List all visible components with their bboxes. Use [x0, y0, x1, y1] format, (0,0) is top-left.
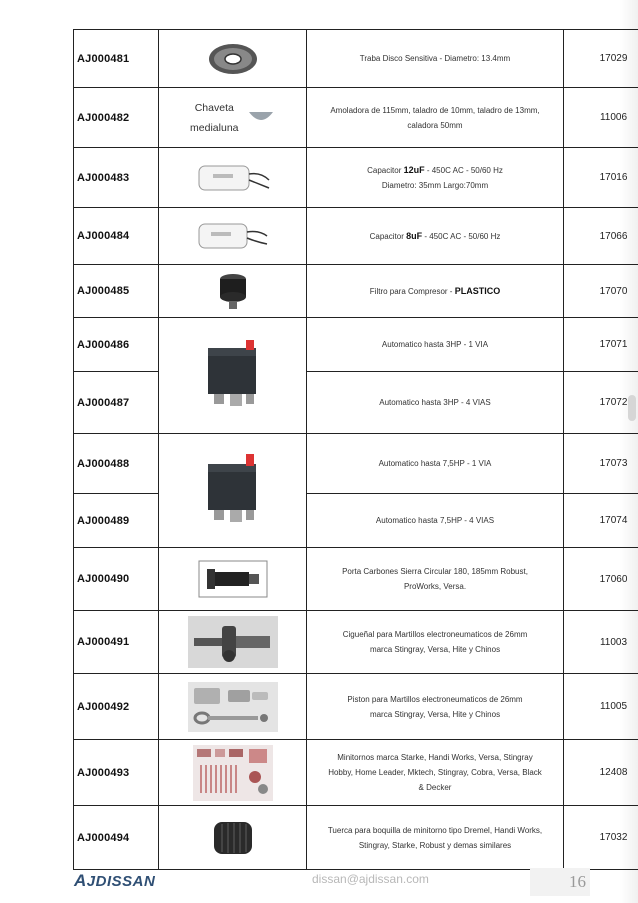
table-row [74, 674, 638, 740]
desc-text: - 450C AC - 50/60 Hz [424, 165, 503, 175]
product-code: AJ000484 [74, 208, 159, 265]
product-description [307, 548, 564, 611]
product-number: 17072 [564, 372, 638, 434]
page-number: 16 [569, 872, 586, 891]
desc-text: Capacitor [367, 165, 404, 175]
description-line: Tuerca para boquilla de minitorno tipo Dremel, Handi Works, [327, 825, 543, 835]
product-number: 11005 [564, 674, 638, 740]
description-line [311, 163, 559, 178]
product-code: AJ000491 [74, 611, 159, 674]
product-code: AJ000487 [74, 372, 159, 434]
table-row [74, 208, 638, 265]
capacitor-image [193, 218, 273, 254]
product-description [307, 208, 564, 265]
footer-email: dissan@ajdissan.com [312, 872, 429, 886]
description-line: Traba Disco Sensitiva - Diametro: 13.4mm [359, 54, 511, 63]
product-description [307, 318, 564, 372]
description-line: marca Stingray, Versa, Hite y Chinos [369, 709, 501, 719]
product-code: AJ000482 [74, 88, 159, 148]
product-image-cell [159, 674, 307, 740]
product-description [307, 148, 564, 208]
description-line: Porta Carbones Sierra Circular 180, 185mm Robust, [342, 567, 528, 576]
product-code: AJ000494 [74, 806, 159, 870]
product-number: 12408 [564, 740, 638, 806]
product-image-cell [159, 806, 307, 870]
product-image-cell [159, 208, 307, 265]
image-caption [190, 98, 238, 138]
product-table [73, 29, 638, 870]
product-number: 17029 [564, 30, 638, 88]
page-number-box [530, 868, 590, 896]
product-description [307, 265, 564, 318]
product-image-cell [159, 434, 307, 548]
product-code: AJ000485 [74, 265, 159, 318]
description-line: caladora 50mm [407, 120, 463, 130]
product-image-cell [159, 30, 307, 88]
product-code: AJ000488 [74, 434, 159, 494]
table-row [74, 806, 638, 870]
product-description [307, 88, 564, 148]
description-line: Stingray, Starke, Robust y demas similares [358, 840, 512, 850]
product-image-cell [159, 318, 307, 434]
filter-image [213, 269, 253, 313]
description-line: Amoladora de 115mm, taladro de 10mm, taladro de 13mm, [330, 105, 540, 115]
product-description [307, 740, 564, 806]
description-line: Piston para Martillos electroneumaticos de 26mm [347, 694, 523, 704]
table-row [74, 740, 638, 806]
description-line: Diametro: 35mm Largo:70mm [381, 180, 489, 190]
logo-initial: A [74, 871, 87, 890]
description-line: & Decker [418, 783, 452, 792]
half-moon-key-image [247, 106, 275, 130]
product-number: 17066 [564, 208, 638, 265]
product-description [307, 372, 564, 434]
table-row [74, 30, 638, 88]
crankshaft-image [188, 616, 278, 668]
product-number: 11003 [564, 611, 638, 674]
product-number: 17060 [564, 548, 638, 611]
desc-highlight: 8uF [406, 230, 423, 241]
product-image-cell [159, 611, 307, 674]
description-line: Automatico hasta 7,5HP - 4 VIAS [375, 516, 495, 525]
product-number: 17071 [564, 318, 638, 372]
desc-text: Capacitor [369, 231, 407, 241]
caption-line: Chaveta [194, 101, 234, 114]
table-row [74, 434, 638, 494]
product-code: AJ000481 [74, 30, 159, 88]
product-code: AJ000483 [74, 148, 159, 208]
description-line: Cigueñal para Martillos electroneumaticos de 26mm [342, 630, 528, 639]
product-code: AJ000492 [74, 674, 159, 740]
product-number: 17032 [564, 806, 638, 870]
product-code: AJ000489 [74, 494, 159, 548]
table-row [74, 148, 638, 208]
description-line: marca Stingray, Versa, Hite y Chinos [369, 645, 501, 654]
table-row [74, 265, 638, 318]
product-image-cell [159, 740, 307, 806]
description-line [311, 284, 559, 299]
piston-image [188, 682, 278, 732]
product-description [307, 674, 564, 740]
description-line [311, 229, 559, 244]
product-number: 17016 [564, 148, 638, 208]
table-row [74, 548, 638, 611]
product-description [307, 611, 564, 674]
product-image-cell [159, 548, 307, 611]
brush-holder-image [197, 559, 269, 599]
table-row [74, 88, 638, 148]
description-line: Automatico hasta 3HP - 4 VIAS [379, 398, 491, 407]
desc-highlight: PLASTICO [454, 285, 501, 296]
pressure-switch-image [202, 336, 264, 416]
product-description [307, 30, 564, 88]
capacitor-image [193, 160, 273, 196]
table-row [74, 318, 638, 372]
product-image-cell [159, 265, 307, 318]
table-row [74, 611, 638, 674]
description-line: Hobby, Home Leader, Mktech, Stingray, Cobra, Versa, Black [328, 768, 542, 777]
product-number: 11006 [564, 88, 638, 148]
product-code: AJ000486 [74, 318, 159, 372]
product-number: 17073 [564, 434, 638, 494]
product-number: 17074 [564, 494, 638, 548]
accessories-kit-image [193, 745, 273, 801]
collet-nut-image [208, 816, 258, 860]
product-code: AJ000490 [74, 548, 159, 611]
product-number: 17070 [564, 265, 638, 318]
description-line: Minitornos marca Starke, Handi Works, Versa, Stingray [337, 753, 533, 762]
desc-text: - 450C AC - 50/60 Hz [422, 231, 501, 241]
company-logo [74, 871, 155, 891]
description-line: ProWorks, Versa. [403, 582, 467, 591]
cut-disc-image [203, 39, 263, 79]
product-image-cell [159, 148, 307, 208]
logo-text: JDISSAN [86, 873, 156, 890]
product-code: AJ000493 [74, 740, 159, 806]
desc-text: Filtro para Compresor - [369, 286, 455, 296]
desc-highlight: 12uF [403, 164, 425, 175]
product-description [307, 494, 564, 548]
product-description [307, 806, 564, 870]
product-image-cell [159, 88, 307, 148]
product-description [307, 434, 564, 494]
description-line: Automatico hasta 7,5HP - 1 VIA [378, 459, 492, 468]
caption-line: medialuna [190, 121, 239, 134]
pressure-switch-image [202, 450, 264, 532]
description-line: Automatico hasta 3HP - 1 VIA [381, 340, 489, 349]
